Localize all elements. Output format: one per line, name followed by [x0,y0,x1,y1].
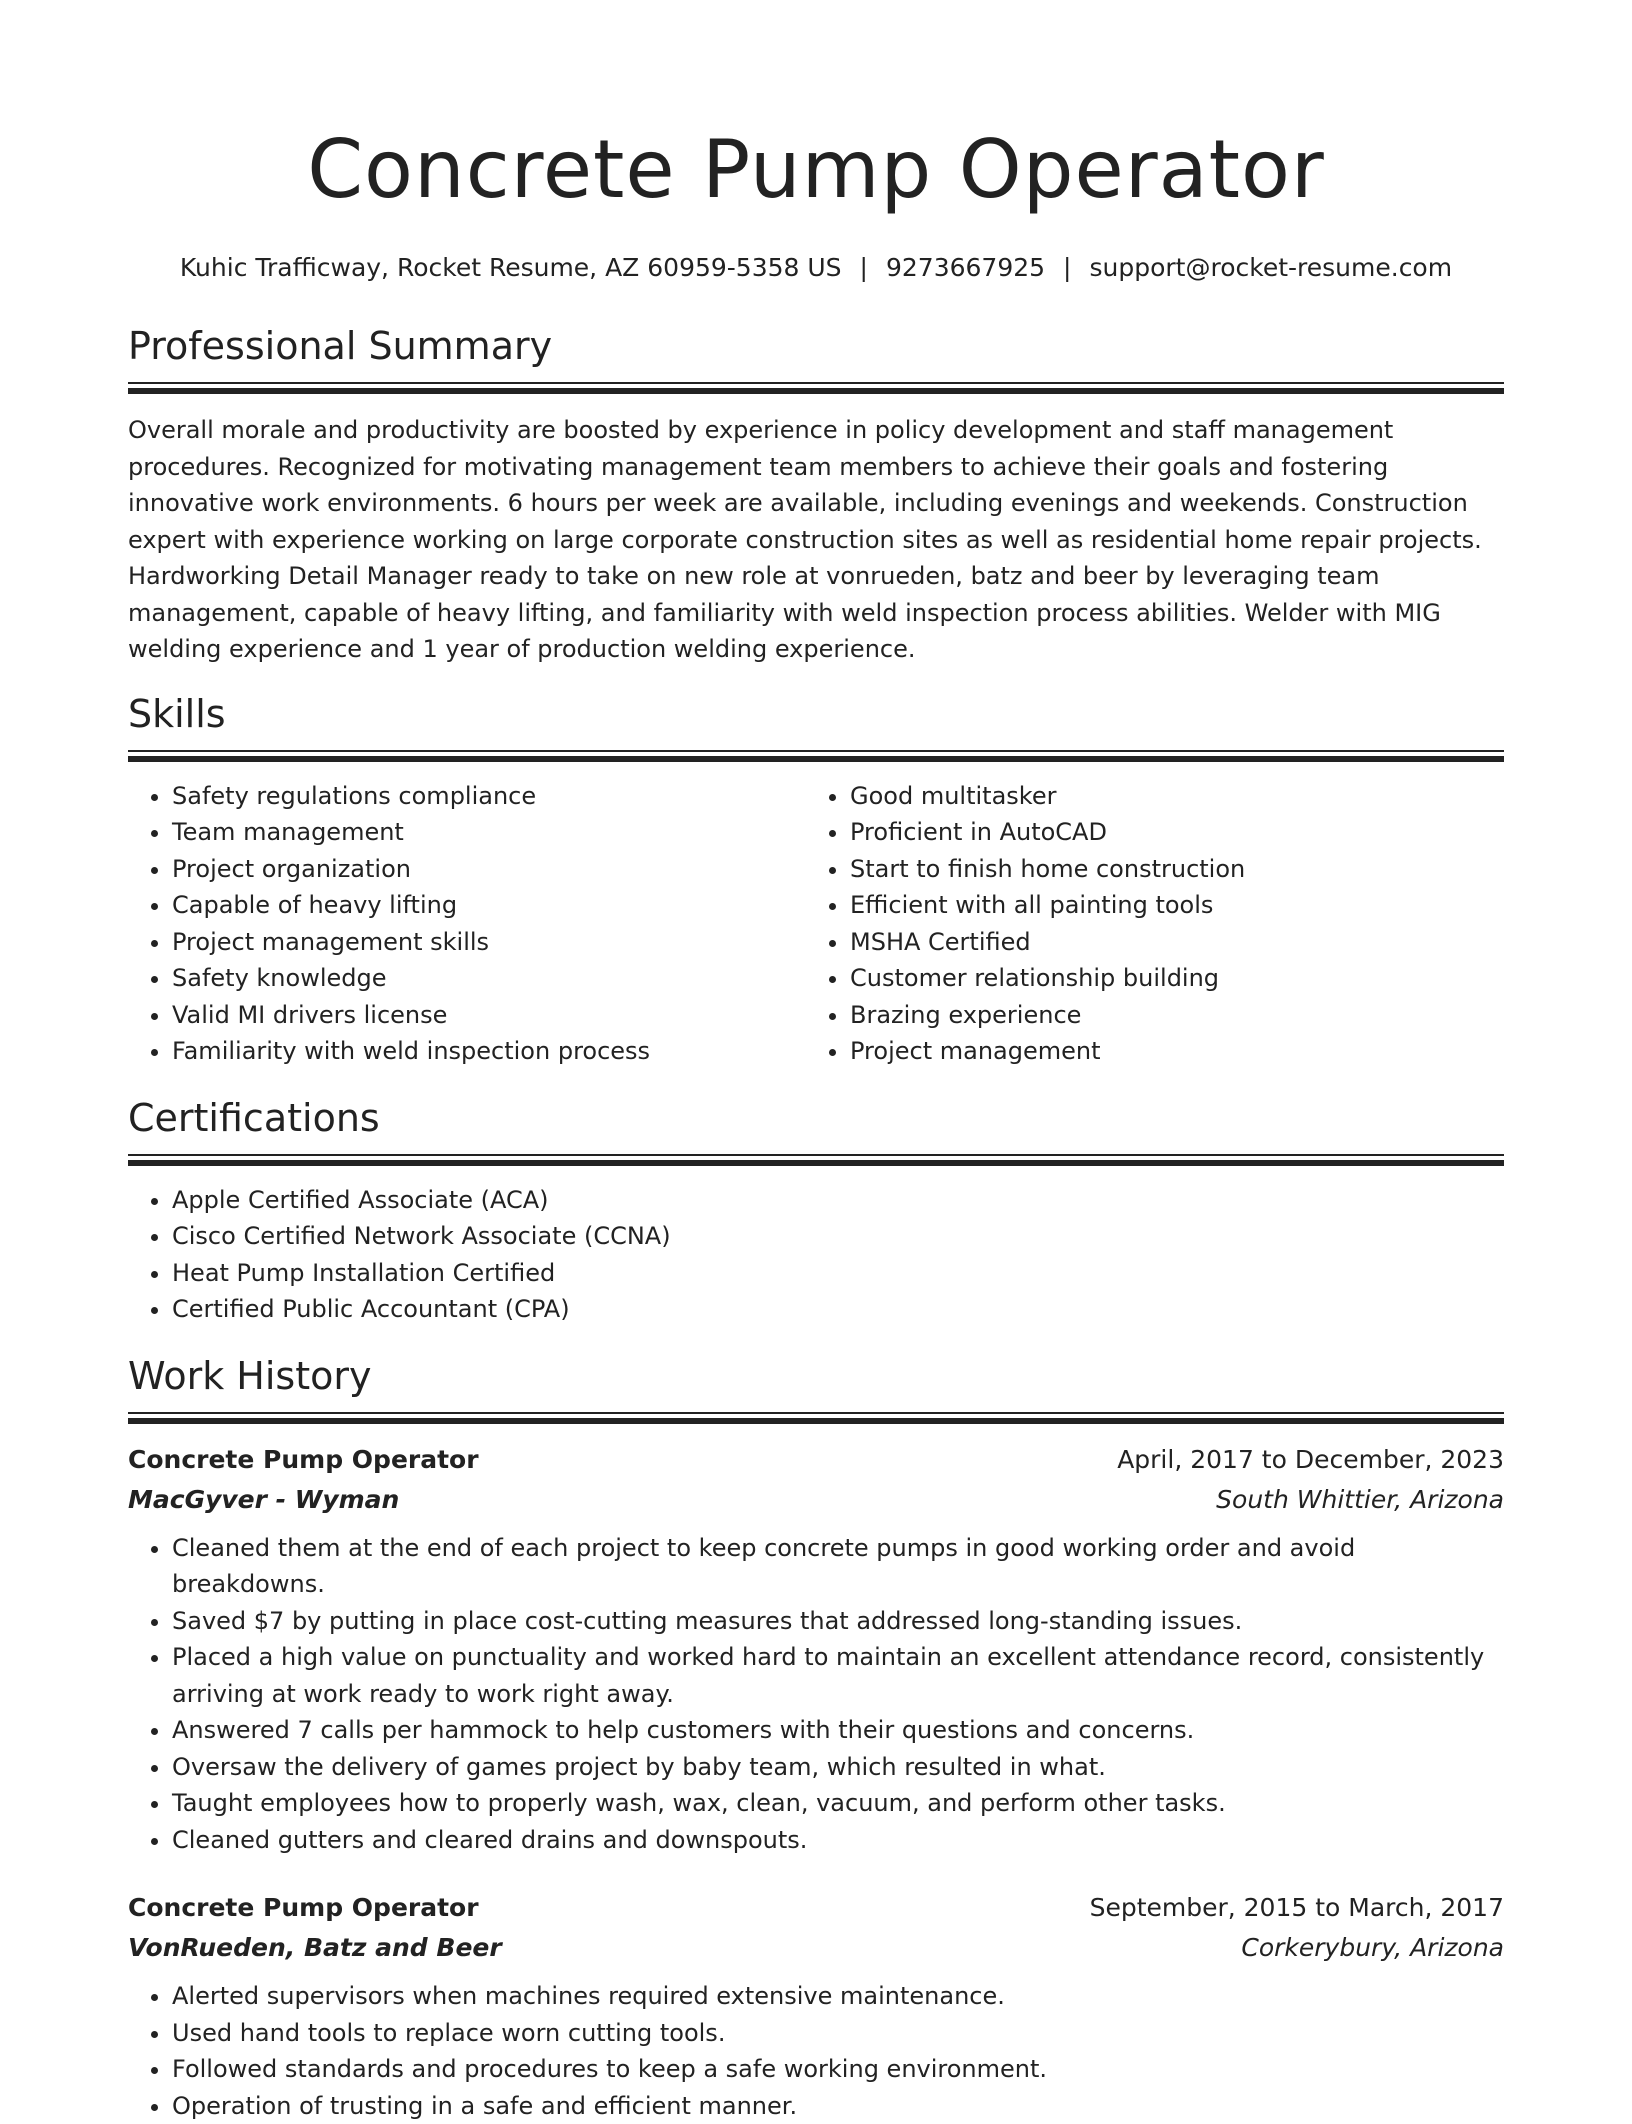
section-title-work-history: Work History [128,1352,1504,1400]
section-divider [128,1412,1504,1424]
job-entry [128,1888,1504,2124]
list-item: • Answered 7 calls per hammock to help customers with their questions and concerns. [172,1712,1504,1749]
list-item: • Team management [172,814,806,851]
job-company-row [128,1928,1504,1968]
jobs-list [128,1440,1504,2124]
list-item: • Start to finish home construction [850,851,1484,888]
section-divider [128,750,1504,762]
job-dates: April, 2017 to December, 2023 [1117,1440,1504,1480]
section-title-certifications: Certifications [128,1094,1504,1142]
list-item: • Operation of trusting in a safe and efficient manner. [172,2088,1504,2124]
contact-phone: 9273667925 [886,253,1045,282]
skills-columns [128,778,1504,1070]
section-title-skills: Skills [128,690,1504,738]
summary-text: Overall morale and productivity are boosted by experience in policy development and staff management procedures. Recognized for motivating management team members to achieve their goals and fostering innovative work environments. 6 hours per week are available, including evenings and weekends. Construction expert with experience working on large corporate construction sites as well as residential home repair projects. Hardworking Detail Manager ready to take on new role at vonrueden, batz and beer by leveraging team management, capable of heavy lifting, and familiarity with weld inspection process abilities. Welder with MIG welding experience and 1 year of production welding experience. [128,412,1504,668]
list-item: • Good multitasker [850,778,1484,815]
list-item: • Project management [850,1033,1484,1070]
job-bullets [128,1530,1504,1859]
contact-address: Kuhic Trafficway, Rocket Resume, AZ 60959-5358 US [180,253,842,282]
job-company: MacGyver - Wyman [128,1480,399,1520]
job-entry [128,1440,1504,1859]
job-dates: September, 2015 to March, 2017 [1090,1888,1504,1928]
list-item: • Project management skills [172,924,806,961]
list-item: • Capable of heavy lifting [172,887,806,924]
list-item: • Apple Certified Associate (ACA) [172,1182,1504,1219]
list-item: • Certified Public Accountant (CPA) [172,1291,1504,1328]
list-item: • Placed a high value on punctuality and worked hard to maintain an excellent attendance record, consistently arriving at work ready to work right away. [172,1639,1504,1712]
section-certifications [128,1094,1504,1328]
job-company: VonRueden, Batz and Beer [128,1928,502,1968]
job-header-row [128,1440,1504,1480]
list-item: • Cleaned them at the end of each project to keep concrete pumps in good working order and avoid breakdowns. [172,1530,1504,1603]
list-item: • Oversaw the delivery of games project by baby team, which resulted in what. [172,1749,1504,1786]
list-item: • Used hand tools to replace worn cutting tools. [172,2015,1504,2052]
job-company-row [128,1480,1504,1520]
list-item: • Efficient with all painting tools [850,887,1484,924]
contact-separator: | [1063,252,1071,284]
list-item: • Brazing experience [850,997,1484,1034]
skills-list-left [128,778,806,1070]
contact-email: support@rocket-resume.com [1089,253,1452,282]
section-summary [128,322,1504,668]
list-item: • Taught employees how to properly wash, wax, clean, vacuum, and perform other tasks. [172,1785,1504,1822]
list-item: • Saved $7 by putting in place cost-cutting measures that addressed long-standing issues. [172,1603,1504,1640]
section-title-summary: Professional Summary [128,322,1504,370]
list-item: • Cisco Certified Network Associate (CCNA) [172,1218,1504,1255]
skills-list-right [806,778,1484,1070]
contact-separator: | [860,252,868,284]
contact-line [128,252,1504,284]
list-item: • Familiarity with weld inspection process [172,1033,806,1070]
list-item: • Safety regulations compliance [172,778,806,815]
list-item: • Valid MI drivers license [172,997,806,1034]
job-bullets [128,1978,1504,2124]
list-item: • MSHA Certified [850,924,1484,961]
list-item: • Customer relationship building [850,960,1484,997]
list-item: • Project organization [172,851,806,888]
section-divider [128,1154,1504,1166]
list-item: • Alerted supervisors when machines required extensive maintenance. [172,1978,1504,2015]
section-divider [128,382,1504,394]
job-title: Concrete Pump Operator [128,1440,479,1480]
list-item: • Heat Pump Installation Certified [172,1255,1504,1292]
section-skills [128,690,1504,1070]
list-item: • Cleaned gutters and cleared drains and downspouts. [172,1822,1504,1859]
resume-name: Concrete Pump Operator [128,0,1504,222]
job-location: South Whittier, Arizona [1216,1480,1504,1520]
list-item: • Safety knowledge [172,960,806,997]
certifications-list [128,1182,1504,1328]
job-location: Corkerybury, Arizona [1241,1928,1504,1968]
job-title: Concrete Pump Operator [128,1888,479,1928]
job-header-row [128,1888,1504,1928]
list-item: • Proficient in AutoCAD [850,814,1484,851]
list-item: • Followed standards and procedures to keep a safe working environment. [172,2051,1504,2088]
section-work-history [128,1352,1504,2124]
